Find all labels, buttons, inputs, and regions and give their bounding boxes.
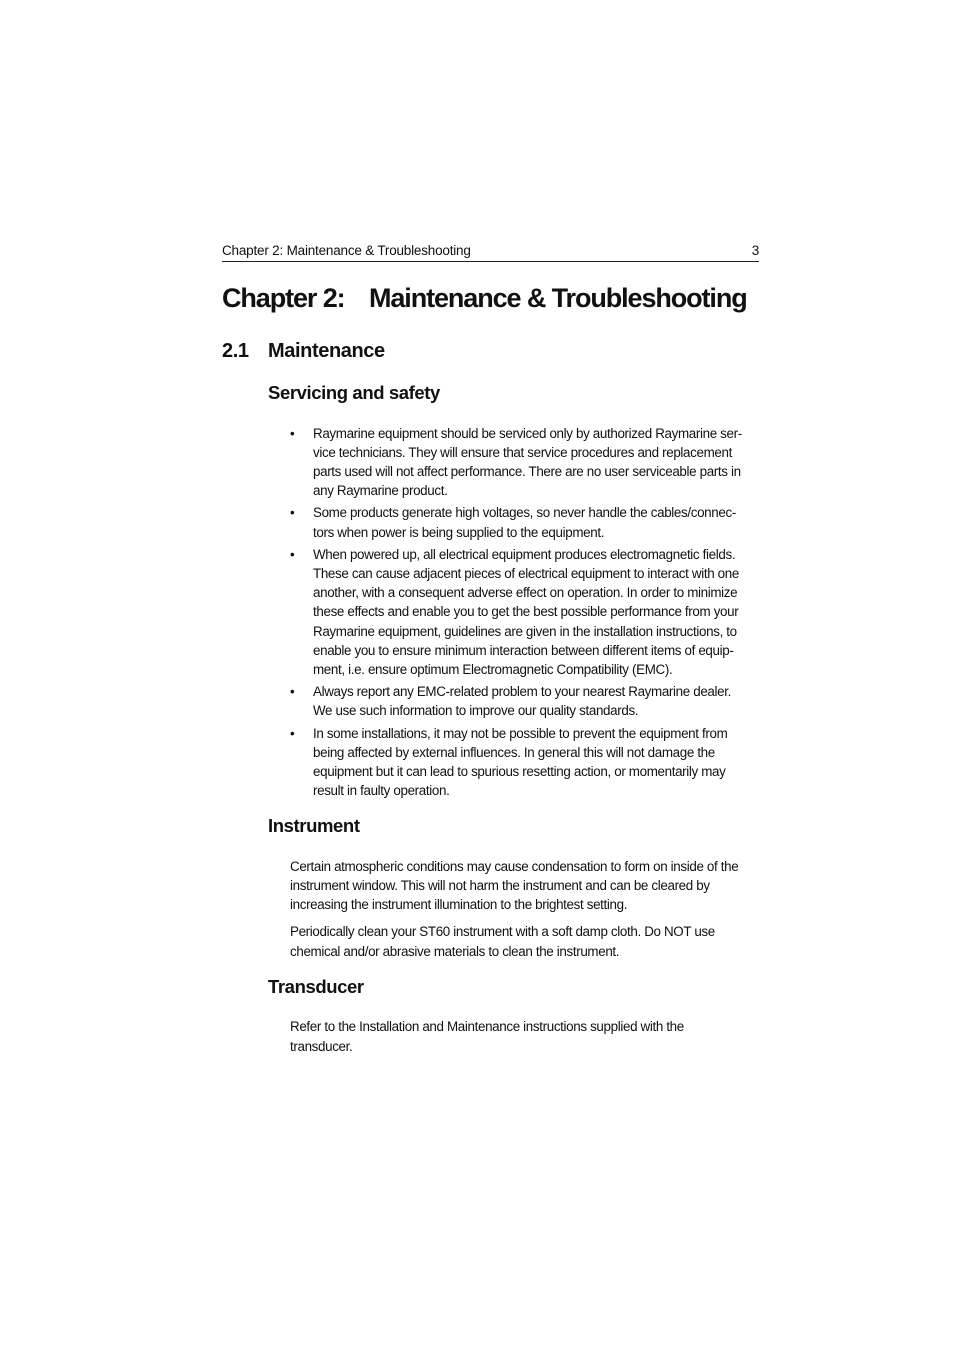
text-line: Some products generate high voltages, so never handle the cables/connec-: [313, 505, 736, 521]
text-line: We use such information to improve our quality standards.: [313, 703, 639, 719]
list-item: [222, 424, 759, 501]
text-line: Certain atmospheric conditions may cause condensation to form on inside of the: [290, 858, 739, 874]
text-line: increasing the instrument illumination to the brightest setting.: [290, 897, 628, 913]
text-line: When powered up, all electrical equipment produces electromagnetic fields.: [313, 546, 736, 562]
running-header: [222, 238, 759, 262]
text-line: being affected by external influences. In general this will not damage the: [313, 744, 715, 760]
section-title: [222, 338, 759, 364]
document-page: [222, 238, 759, 1056]
text-line: ment, i.e. ensure optimum Electromagnetic Compatibility (EMC).: [313, 661, 673, 677]
instrument-paragraph: [290, 922, 759, 960]
instrument-paragraph: [290, 857, 759, 915]
text-line: Raymarine equipment, guidelines are given in the installation instructions, to: [313, 623, 737, 639]
list-item: [222, 682, 759, 720]
text-line: transducer.: [290, 1038, 353, 1054]
text-line: tors when power is being supplied to the equipment.: [313, 524, 605, 540]
chapter-number: Chapter 2:: [222, 283, 345, 313]
servicing-bullet-list: [222, 424, 759, 801]
text-line: Raymarine equipment should be serviced only by authorized Raymarine ser-: [313, 425, 742, 441]
list-item: [222, 503, 759, 541]
text-line: Refer to the Installation and Maintenance instructions supplied with the: [290, 1019, 684, 1035]
bullet-icon: •: [290, 425, 295, 441]
text-line: these effects and enable you to get the best possible performance from your: [313, 604, 739, 620]
section-name: Maintenance: [268, 340, 385, 362]
transducer-paragraph: [290, 1017, 759, 1055]
text-line: Always report any EMC-related problem to your nearest Raymarine dealer.: [313, 684, 731, 700]
text-line: enable you to ensure minimum interaction between different items of equip-: [313, 642, 734, 658]
text-line: vice technicians. They will ensure that service procedures and replacement: [313, 444, 732, 460]
bullet-icon: •: [290, 546, 295, 562]
chapter-title: [222, 282, 759, 314]
running-header-title: Chapter 2: Maintenance & Troubleshooting: [222, 243, 471, 258]
bullet-icon: •: [290, 684, 295, 700]
text-line: chemical and/or abrasive materials to clean the instrument.: [290, 943, 620, 959]
list-item: [222, 724, 759, 801]
page-number: 3: [751, 243, 759, 258]
text-line: another, with a consequent adverse effect on operation. In order to minimize: [313, 585, 738, 601]
text-line: instrument window. This will not harm the instrument and can be cleared by: [290, 878, 710, 894]
text-line: These can cause adjacent pieces of electrical equipment to interact with one: [313, 565, 739, 581]
section-number: 2.1: [222, 340, 249, 362]
text-line: Periodically clean your ST60 instrument with a soft damp cloth. Do NOT use: [290, 924, 715, 940]
text-line: In some installations, it may not be possible to prevent the equipment from: [313, 725, 728, 741]
list-item: [222, 545, 759, 679]
bullet-icon: •: [290, 505, 295, 521]
chapter-name: Maintenance & Troubleshooting: [369, 283, 747, 313]
text-line: parts used will not affect performance. There are no user serviceable parts in: [313, 463, 741, 479]
bullet-icon: •: [290, 725, 295, 741]
text-line: any Raymarine product.: [313, 483, 448, 499]
text-line: equipment but it can lead to spurious resetting action, or momentarily may: [313, 763, 726, 779]
instrument-heading: Instrument: [268, 815, 360, 837]
servicing-heading: Servicing and safety: [268, 382, 440, 403]
text-line: result in faulty operation.: [313, 783, 450, 799]
transducer-heading: Transducer: [268, 975, 364, 997]
